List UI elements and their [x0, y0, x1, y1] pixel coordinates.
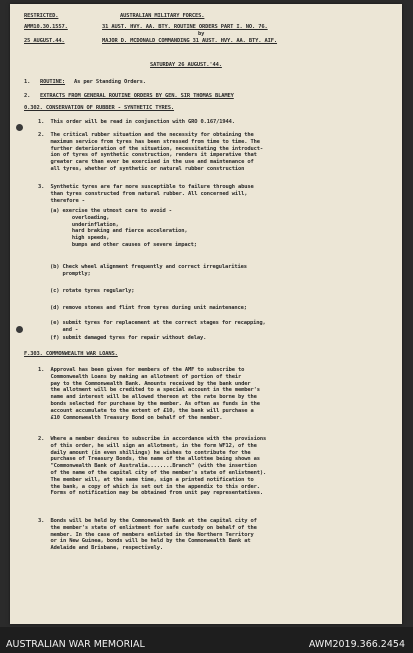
archive-footer [0, 627, 413, 653]
restricted-label: RESTRICTED. [24, 13, 59, 19]
reference-number: AMM10.30.1557. [24, 24, 68, 30]
punch-hole [16, 124, 23, 131]
paragraph-line: 2. The critical rubber situation and the necessity for obtaining the [38, 132, 254, 138]
paragraph-line: 3. Bonds will be held by the Commonwealth Bank at the capital city of [38, 518, 257, 524]
list-line: and - [50, 326, 79, 333]
paragraph-line: Adelaide and Brisbane, respectively. [38, 545, 164, 552]
paragraph-line: of the name of the capital city of the member's state of enlistment). [38, 469, 267, 476]
item-text: As per Standing Orders. [74, 79, 146, 85]
paragraph: 1. This order will be read in conjunction with GRO 0.167/1944. [38, 119, 235, 125]
paragraph-line: pay to the Commonwealth Bank. Amounts received by the bank under [38, 380, 251, 387]
paragraph [38, 436, 266, 497]
list-line: (a) exercise the utmost care to avoid - [50, 208, 172, 214]
paragraph-line: purchase of Treasury Bonds, the name of the allottee being shown as [38, 456, 260, 463]
paragraph [38, 367, 260, 421]
item-number: 2. [24, 93, 31, 99]
list-item-a [50, 208, 197, 249]
list-item-e [50, 320, 266, 334]
day-heading: SATURDAY 26 AUGUST.'44. [150, 62, 222, 68]
list-line: hard braking and fierce acceleration, [50, 228, 188, 235]
paragraph-line: the bank, a copy of which is set out in the appendix to this order. [38, 483, 260, 490]
paragraph [38, 132, 263, 173]
punch-hole [16, 326, 23, 333]
paragraph-line: bonds selected for purchase by the member. As often as funds in the [38, 400, 260, 407]
paragraph-line: 1. Approval has been given for members of the AMF to subscribe to [38, 367, 245, 373]
by-label: by [198, 31, 205, 37]
paragraph-line: all tyres, whether of synthetic or natural rubber construction [38, 165, 245, 172]
section-heading: 0.302. CONSERVATION OF RUBBER - SYNTHETIC TYRES. [24, 105, 175, 111]
paragraph-line: therefore - [38, 197, 85, 204]
paragraph-line: account accumulate to the extent of £10, the bank will purchase a [38, 407, 254, 414]
paragraph-line: further deterioration of the situation, necessitating the introduct- [38, 145, 264, 152]
item-label: ROUTINE: [40, 79, 66, 85]
paragraph-line: Commonwealth Loans by making an allotment of portion of their [38, 373, 242, 380]
paragraph-line: name and interest will be allowed thereon at the rate borne by the [38, 394, 257, 401]
paragraph-line: maximum service from tyres has been stressed from time to time. The [38, 138, 260, 145]
item-label: EXTRACTS FROM GENERAL ROUTINE ORDERS BY GEN. SIR THOMAS BLAMEY [40, 93, 234, 99]
list-line: underinflation, [50, 221, 119, 228]
paragraph-line: the member's state of enlistment for safe custody on behalf of the [38, 524, 257, 531]
paragraph-line: of this order, he will sign an allotment, in the form WF12, of the [38, 442, 257, 449]
paragraph-line: the allotment will be credited to a special account in the member's [38, 387, 260, 394]
list-item-f: (f) submit damaged tyres for repair without delay. [50, 335, 207, 341]
archive-name: AUSTRALIAN WAR MEMORIAL [6, 639, 145, 650]
orders-date: 25 AUGUST.44. [24, 38, 65, 44]
paragraph-line: or in New Guinea, bonds will be held by the Commonwealth Bank at [38, 538, 251, 545]
commanding-officer: MAJOR D. MCDONALD COMMANDING 31 AUST. HVY. AA. BTY. AIF. [102, 38, 278, 44]
list-item-d: (d) remove stones and flint from tyres during unit maintenance; [50, 305, 247, 311]
paragraph-line: greater care than ever be exercised in the use and maintenance of [38, 159, 254, 166]
paragraph [38, 184, 254, 204]
paragraph-line: ion of tyres of synthetic construction, renders it imperative that [38, 152, 257, 159]
list-line: (e) submit tyres for replacement at the correct stages for recapping, [50, 320, 266, 326]
force-title: AUSTRALIAN MILITARY FORCES. [120, 13, 205, 19]
item-number: 1. [24, 79, 31, 85]
paragraph [38, 518, 257, 552]
paragraph-line: than tyres constructed from natural rubber. All concerned will, [38, 190, 248, 197]
section-heading: F.303. COMMONWEALTH WAR LOANS. [24, 351, 118, 357]
paragraph-line: "Commonwealth Bank of Australia........Branch" (with the insertion [38, 463, 257, 470]
list-item-c: (c) rotate tyres regularly; [50, 288, 135, 294]
paragraph-line: £10 Commonwealth Treasury Bond on behalf of the member. [38, 414, 223, 421]
orders-title: 31 AUST. HVY. AA. BTY. ROUTINE ORDERS PART I. NO. 76. [102, 24, 268, 30]
paragraph-line: daily amount (in even shillings) he wishes to contribute for the [38, 449, 251, 456]
paragraph-line: 2. Where a member desires to subscribe in accordance with the provisions [38, 436, 267, 442]
archive-reference: AWM2019.366.2454 [308, 639, 405, 650]
list-line: high speeds, [50, 235, 110, 242]
list-line: bumps and other causes of severe impact; [50, 241, 197, 248]
list-line: promptly; [50, 270, 91, 277]
paragraph-line: Forms of notification may be obtained from unit pay representatives. [38, 490, 264, 497]
list-line: overloading, [50, 214, 110, 221]
paragraph-line: 3. Synthetic tyres are far more susceptible to failure through abuse [38, 184, 254, 190]
paragraph-line: member. In the case of members enlisted in the Northern Territory [38, 531, 254, 538]
paragraph-line: The member will, at the same time, sign a printed notification to [38, 476, 254, 483]
list-item-b [50, 264, 247, 278]
document-page [10, 4, 402, 624]
list-line: (b) Check wheel alignment frequently and correct irregularities [50, 264, 247, 270]
